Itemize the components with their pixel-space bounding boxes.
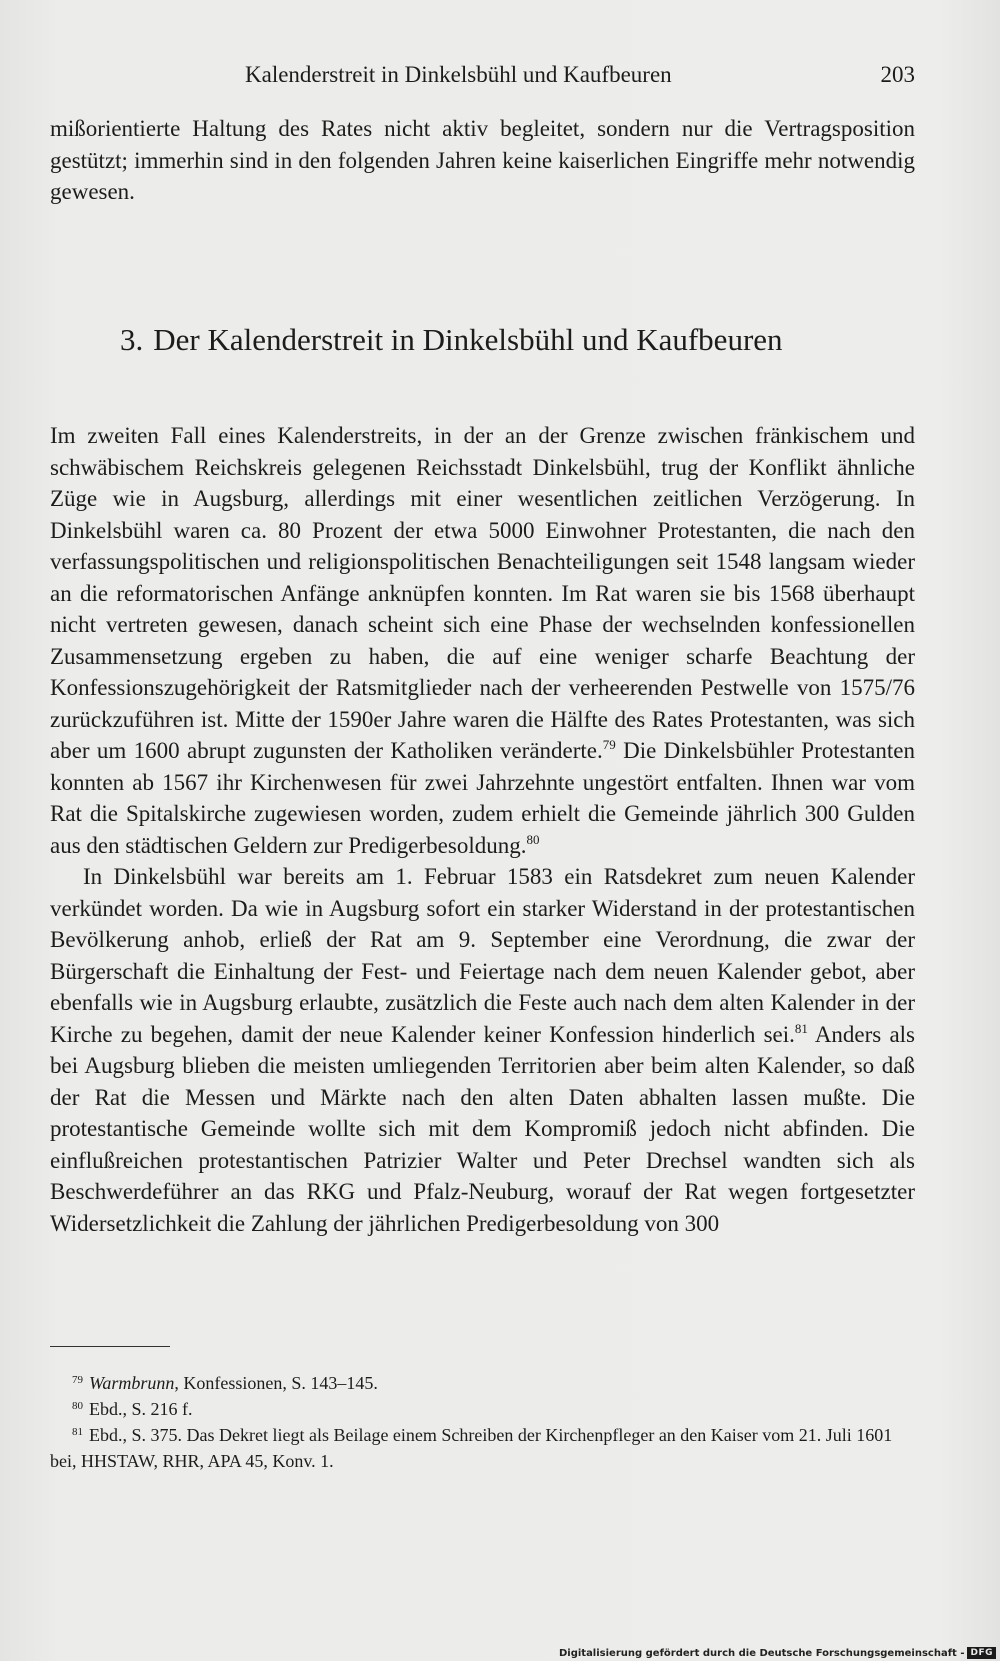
- paragraph-1: [50, 420, 915, 861]
- footnote-author: Warmbrunn: [89, 1373, 175, 1393]
- page-number: 203: [880, 62, 915, 87]
- footnote-ref-79[interactable]: 79: [602, 737, 616, 752]
- footnote-number: 81: [72, 1426, 83, 1438]
- section-number: 3.: [120, 322, 144, 357]
- paragraph-1-part-2: Die Dinkelsbühler Protestanten konnten ab 1567 ihr Kirchenwesen für zwei Jahrzehnte ungestört entfalten. Ihnen war vom Rat die Spitalskirche zugewiesen worden, zudem erhielt die Gemeinde jährlich 300 Gulden aus den städtischen Geldern zur Predigerbesoldung.: [50, 738, 915, 858]
- section-heading: [120, 320, 783, 360]
- banner-text: Digitalisierung gefördert durch die Deutsche Forschungsgemeinschaft -: [558, 1647, 965, 1659]
- footnote-text: , Konfessionen, S. 143–145.: [174, 1373, 378, 1393]
- paragraph-2-part-2: Anders als bei Augsburg blieben die meisten umliegenden Territorien aber beim alten Kalender, so daß der Rat die Messen und Märkte nach den alten Daten abhalten lassen mußte. Die protestantische Gemeinde wollte sich mit dem Kompromiß jedoch nicht abfinden. Die einflußreichen protestantischen Patrizier Walter und Peter Drechsel wandten sich als Beschwerdeführer an das RKG und Pfalz-Neuburg, worauf der Rat wegen fortgesetzter Widersetzlichkeit die Zahlung der jährlichen Predigerbesoldung von 300: [50, 1021, 915, 1236]
- footnote-ref-81[interactable]: 81: [794, 1020, 808, 1036]
- footnote-divider: [50, 1346, 170, 1347]
- dfg-logo: DFG: [967, 1647, 996, 1659]
- paragraph-1-part-1: Im zweiten Fall eines Kalenderstreits, in der an der Grenze zwischen fränkischem und schwäbischem Reichskreis gelegenen Reichsstadt Dinkelsbühl, trug der Konflikt ähnliche Züge wie in Augsburg, allerdings mit einer wesentlichen zeitlichen Verzögerung. In Dinkelsbühl waren ca. 80 Prozent der etwa 5000 Einwohner Protestanten, die nach den verfassungspolitischen und religionspolitischen Benachteiligungen seit 1548 langsam wieder an die reformatorischen Anfänge anknüpfen konnten. Im Rat waren sie bis 1568 überhaupt nicht vertreten gewesen, danach scheint sich eine Phase der wechselnden konfessionellen Zusammensetzung ergeben zu haben, die auf eine weniger scharfe Beachtung der Konfessionszugehörigkeit der Ratsmitglieder nach der verheerenden Pestwelle von 1575/76 zurückzuführen ist. Mitte der 1590er Jahre waren die Hälfte des Rates Protestanten, was sich aber um 1600 abrupt zugunsten der Katholiken veränderte.: [50, 423, 915, 763]
- footnote-ref-80[interactable]: 80: [526, 831, 540, 847]
- footnote-80: [50, 1396, 915, 1422]
- running-title: Kalenderstreit in Dinkelsbühl und Kaufbeuren: [245, 62, 672, 87]
- paragraph-2: [50, 861, 915, 1239]
- section-title: Der Kalenderstreit in Dinkelsbühl und Kaufbeuren: [153, 322, 783, 357]
- intro-text: [50, 113, 915, 208]
- footnote-number: 80: [72, 1400, 83, 1412]
- footnote-number: 79: [72, 1374, 83, 1386]
- footnote-text: Ebd., S. 375. Das Dekret liegt als Beilage einem Schreiben der Kirchenpfleger an den Kaiser vom 21. Juli 1601 bei, HHSTAW, RHR, APA 45, Konv. 1.: [50, 1425, 893, 1471]
- footnotes: [50, 1370, 915, 1474]
- paragraph-2-part-1: In Dinkelsbühl war bereits am 1. Februar 1583 ein Ratsdekret zum neuen Kalender verkündet worden. Da wie in Augsburg sofort ein starker Widerstand in der protestantischen Bevölkerung anhob, erließ der Rat am 9. September eine Verordnung, die zwar der Bürgerschaft die Einhaltung der Fest- und Feiertage nach dem neuen Kalender gebot, aber ebenfalls wie in Augsburg erlaubte, zusätzlich die Feste auch nach dem alten Kalender in der Kirche zu begehen, damit der neue Kalender keiner Konfession hinderlich sei.: [50, 864, 915, 1047]
- digitization-banner: [559, 1647, 996, 1659]
- intro-paragraph: mißorientierte Haltung des Rates nicht aktiv begleitet, sondern nur die Vertragsposition gestützt; immerhin sind in den folgenden Jahren keine kaiserlichen Eingriffe mehr notwendig gewesen.: [50, 116, 915, 204]
- footnote-79: [50, 1370, 915, 1396]
- footnote-81: [50, 1422, 915, 1474]
- body-text: [50, 420, 915, 1239]
- footnote-text: Ebd., S. 216 f.: [89, 1399, 193, 1419]
